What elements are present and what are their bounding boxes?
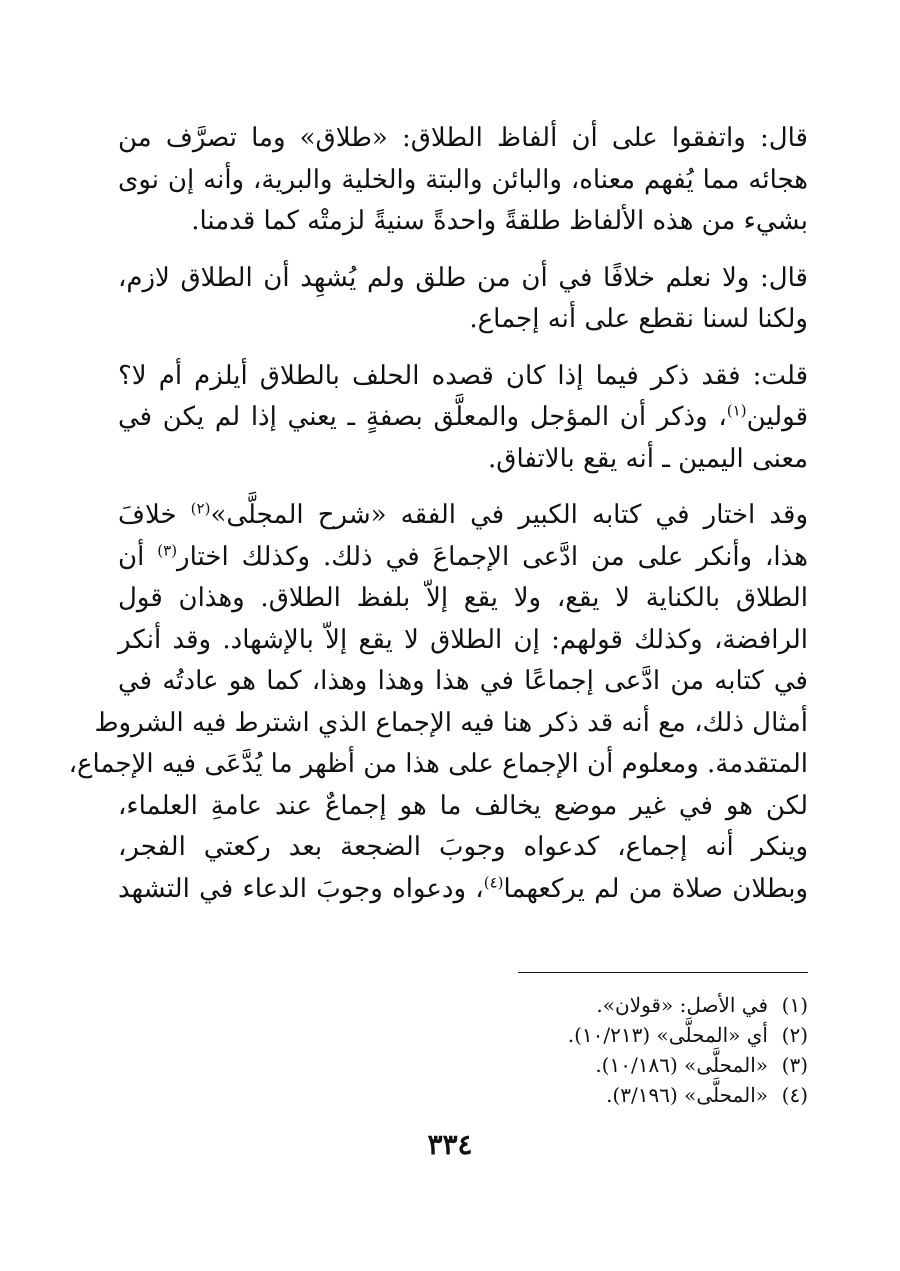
text-segment: أن <box>118 541 145 572</box>
footnote-text: في الأصل: «قولان». <box>596 993 768 1017</box>
text-line: الرافضة، وكذلك قولهم: إن الطلاق لا يقع إلاّ بالإشهاد. وقد أنكر <box>118 624 808 655</box>
text-line: أمثال ذلك، مع أنه قد ذكر هنا فيه الإجماع الذي اشترط فيه الشروط <box>94 707 808 738</box>
footnote-item <box>408 990 808 1020</box>
text-segment: ، ودعواه وجوبَ الدعاء في التشهد <box>118 873 484 904</box>
footnote-text: «المحلَّى» (٣/١٩٦). <box>606 1083 768 1107</box>
footnote-item <box>408 1080 808 1110</box>
footnote-ref-4[interactable]: (٤) <box>483 872 504 891</box>
text-line: قلت: فقد ذكر فيما إذا كان قصده الحلف بالطلاق أيلزم أم لا؟ <box>118 360 808 391</box>
text-line <box>118 397 808 439</box>
footnote-item <box>408 1050 808 1080</box>
text-segment: هذا، وأنكر على من ادَّعى الإجماعَ في ذلك. وكذلك اختار <box>177 541 808 572</box>
text-line: المتقدمة. ومعلوم أن الإجماع على هذا من أظهر ما يُدَّعَى فيه الإجماع، <box>68 749 808 779</box>
text-line: قال: ولا نعلم خلافًا في أن من طلق ولم يُشهِد أن الطلاق لازم، <box>118 262 808 293</box>
text-line: معنى اليمين ـ أنه يقع بالاتفاق. <box>488 443 808 474</box>
text-line: وينكر أنه إجماع، كدعواه وجوبَ الضجعة بعد ركعتي الفجر، <box>118 832 808 862</box>
footnote-number: (٢) <box>781 1023 808 1047</box>
text-line <box>118 537 808 579</box>
text-line: الطلاق بالكناية لا يقع، ولا يقع إلاّ بلفظ الطلاق. وهذان قول <box>118 583 808 613</box>
footnotes <box>408 990 808 1110</box>
paragraph-4 <box>68 495 809 910</box>
paragraph-1 <box>118 118 808 243</box>
page-number: ٣٣٤ <box>427 1128 473 1161</box>
footnote-ref-1[interactable]: (١) <box>726 401 747 420</box>
footnote-text: أي «المحلَّى» (١٠/٢١٣). <box>567 1023 768 1047</box>
text-line: قال: واتفقوا على أن ألفاظ الطلاق: «طلاق» وما تصرَّف من <box>118 123 808 153</box>
text-line <box>118 495 808 537</box>
page-body <box>68 118 809 925</box>
paragraph-2 <box>118 258 808 341</box>
footnote-text: «المحلَّى» (١٠/١٨٦). <box>595 1053 768 1077</box>
footnote-number: (١) <box>781 993 808 1017</box>
text-line: لكن هو في غير موضع يخالف ما هو إجماعٌ عند عامةِ العلماء، <box>118 790 808 821</box>
footnote-number: (٤) <box>781 1083 808 1107</box>
footnote-ref-2[interactable]: (٢) <box>190 499 211 518</box>
footnote-number: (٣) <box>781 1053 808 1077</box>
paragraph-3 <box>118 356 808 481</box>
text-segment: وبطلان صلاة من لم يركعهما <box>503 873 808 904</box>
text-segment: وقد اختار في كتابه الكبير في الفقه «شرح المجلَّى» <box>210 500 809 530</box>
text-line: في كتابه من ادَّعى إجماعًا في هذا وهذا وهذا، كما هو عادتُه في <box>118 666 808 696</box>
text-line: ولكنا لسنا نقطع على أنه إجماع. <box>469 304 808 334</box>
footnote-item <box>408 1020 808 1050</box>
text-segment: قولين <box>746 402 808 432</box>
text-line: بشيء من هذه الألفاظ طلقةً واحدةً سنيةً لزمتْه كما قدمنا. <box>191 206 808 236</box>
text-segment: ، وذكر أن المؤجل والمعلَّق بصفةٍ ـ يعني إذا لم يكن في <box>118 402 727 432</box>
footnote-ref-3[interactable]: (٣) <box>157 540 178 559</box>
text-line: هجائه مما يُفهم معناه، والبائن والبتة والخلية والبرية، وأنه إن نوى <box>118 164 808 195</box>
text-line <box>118 869 808 911</box>
text-segment: خلافَ <box>118 500 177 530</box>
footnote-divider <box>518 972 808 973</box>
